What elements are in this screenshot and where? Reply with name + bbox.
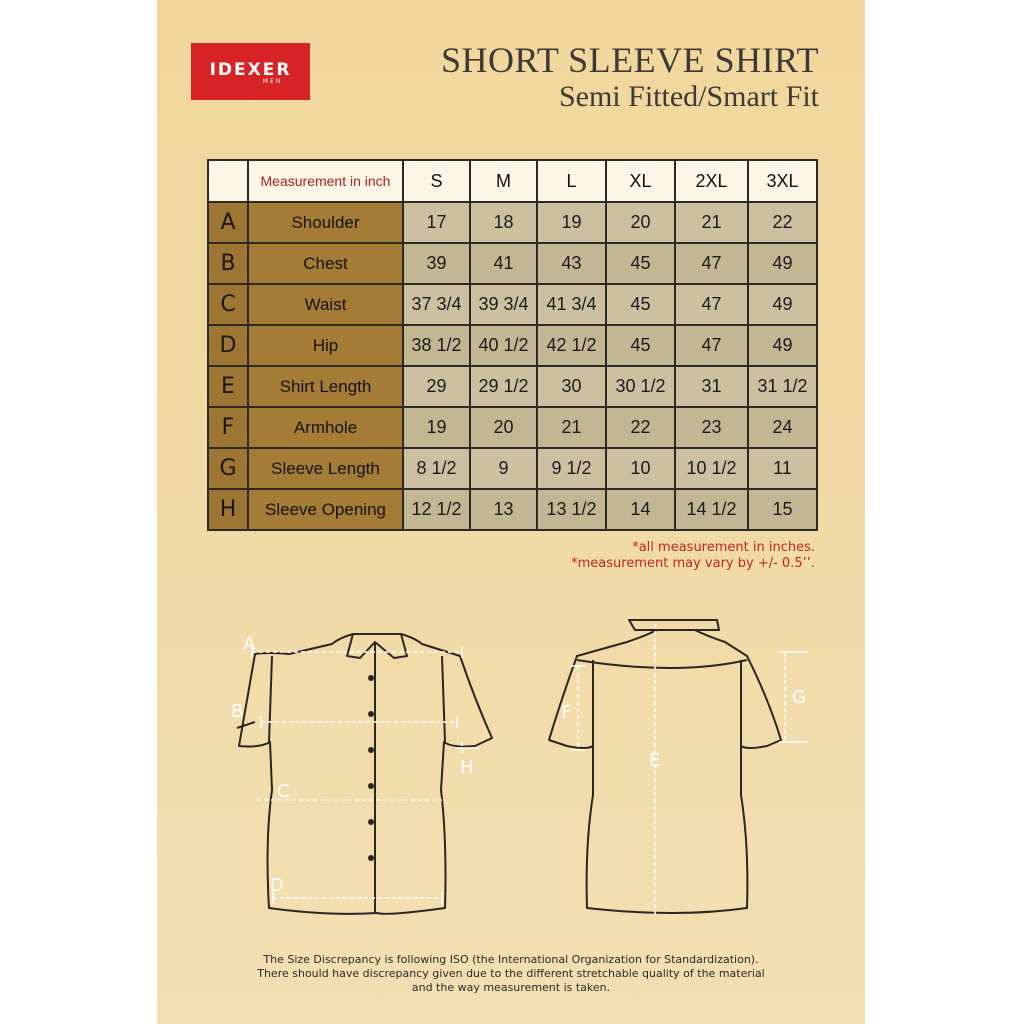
- note-line: *measurement may vary by +/- 0.5’’.: [571, 556, 815, 571]
- size-value: 21: [675, 202, 748, 243]
- row-letter: H: [208, 489, 248, 530]
- size-value: 29: [403, 366, 470, 407]
- label-a: A: [243, 634, 256, 655]
- size-value: 30: [537, 366, 606, 407]
- size-value: 29 1/2: [470, 366, 537, 407]
- size-value: 30 1/2: [606, 366, 675, 407]
- measurement-name: Hip: [248, 325, 403, 366]
- size-value: 47: [675, 284, 748, 325]
- label-e: E: [649, 750, 661, 771]
- table-row: [208, 202, 817, 243]
- table-row: [208, 243, 817, 284]
- size-value: 19: [403, 407, 470, 448]
- footer-line: The Size Discrepancy is following ISO (the International Organization for Standardization).: [263, 953, 759, 966]
- brand-sub: MEN: [262, 78, 283, 85]
- label-h: H: [460, 757, 474, 778]
- row-letter: A: [208, 202, 248, 243]
- size-value: 18: [470, 202, 537, 243]
- measurement-name: Armhole: [248, 407, 403, 448]
- size-value: 43: [537, 243, 606, 284]
- size-value: 21: [537, 407, 606, 448]
- size-value: 12 1/2: [403, 489, 470, 530]
- size-table: [207, 159, 818, 531]
- size-value: 20: [606, 202, 675, 243]
- row-letter: C: [208, 284, 248, 325]
- size-value: 14 1/2: [675, 489, 748, 530]
- size-value: 31: [675, 366, 748, 407]
- size-header: S: [403, 160, 470, 202]
- table-row: [208, 366, 817, 407]
- size-value: 45: [606, 325, 675, 366]
- row-letter: B: [208, 243, 248, 284]
- iso-footer: [157, 953, 865, 995]
- page-title: [441, 40, 819, 114]
- footer-line: and the way measurement is taken.: [411, 981, 611, 994]
- measurement-name: Shoulder: [248, 202, 403, 243]
- table-row: [208, 448, 817, 489]
- measurement-name: Sleeve Length: [248, 448, 403, 489]
- size-value: 39 3/4: [470, 284, 537, 325]
- table-row: [208, 407, 817, 448]
- size-value: 47: [675, 243, 748, 284]
- row-letter: G: [208, 448, 248, 489]
- table-header-row: [208, 160, 817, 202]
- measurement-notes: [571, 540, 815, 572]
- brand-logo: [191, 43, 310, 100]
- size-header: 3XL: [748, 160, 817, 202]
- size-value: 9: [470, 448, 537, 489]
- size-value: 23: [675, 407, 748, 448]
- shirt-diagram: [157, 590, 865, 940]
- size-header: 2XL: [675, 160, 748, 202]
- size-value: 37 3/4: [403, 284, 470, 325]
- row-letter: D: [208, 325, 248, 366]
- size-value: 45: [606, 284, 675, 325]
- size-value: 22: [748, 202, 817, 243]
- size-value: 45: [606, 243, 675, 284]
- size-value: 41 3/4: [537, 284, 606, 325]
- label-c: C: [277, 781, 290, 802]
- back-shirt-outline: [549, 620, 781, 913]
- size-value: 49: [748, 284, 817, 325]
- measurement-name: Shirt Length: [248, 366, 403, 407]
- size-value: 42 1/2: [537, 325, 606, 366]
- brand-name: IDEXER: [209, 60, 292, 80]
- corner-cell: [208, 160, 248, 202]
- front-shirt-buttons: [368, 675, 374, 861]
- row-letter: E: [208, 366, 248, 407]
- table-row: [208, 325, 817, 366]
- size-chart-poster: [157, 0, 865, 1024]
- size-value: 8 1/2: [403, 448, 470, 489]
- size-header: L: [537, 160, 606, 202]
- size-value: 41: [470, 243, 537, 284]
- size-value: 11: [748, 448, 817, 489]
- size-value: 49: [748, 243, 817, 284]
- size-value: 38 1/2: [403, 325, 470, 366]
- size-header: M: [470, 160, 537, 202]
- measurement-header: Measurement in inch: [248, 160, 403, 202]
- size-header: XL: [606, 160, 675, 202]
- measurement-name: Waist: [248, 284, 403, 325]
- size-value: 40 1/2: [470, 325, 537, 366]
- size-value: 13: [470, 489, 537, 530]
- size-value: 39: [403, 243, 470, 284]
- measurement-name: Sleeve Opening: [248, 489, 403, 530]
- size-value: 15: [748, 489, 817, 530]
- size-value: 20: [470, 407, 537, 448]
- size-value: 47: [675, 325, 748, 366]
- label-f: F: [561, 702, 572, 723]
- dimension-ticks: [252, 646, 807, 904]
- size-value: 13 1/2: [537, 489, 606, 530]
- size-value: 24: [748, 407, 817, 448]
- front-shirt-outline: [237, 634, 492, 914]
- size-value: 9 1/2: [537, 448, 606, 489]
- note-line: *all measurement in inches.: [632, 540, 815, 555]
- measurement-name: Chest: [248, 243, 403, 284]
- footer-line: There should have discrepancy given due to the different stretchable quality of the material: [257, 967, 765, 980]
- size-value: 17: [403, 202, 470, 243]
- label-b: B: [231, 701, 244, 722]
- size-value: 10 1/2: [675, 448, 748, 489]
- table-row: [208, 489, 817, 530]
- size-value: 22: [606, 407, 675, 448]
- size-value: 19: [537, 202, 606, 243]
- size-value: 31 1/2: [748, 366, 817, 407]
- title-line-1: SHORT SLEEVE SHIRT: [440, 40, 819, 80]
- table-row: [208, 284, 817, 325]
- dimension-lines: [252, 624, 785, 915]
- title-line-2: Semi Fitted/Smart Fit: [558, 80, 819, 113]
- size-value: 14: [606, 489, 675, 530]
- label-g: G: [792, 687, 806, 708]
- size-value: 49: [748, 325, 817, 366]
- label-d: D: [270, 875, 284, 896]
- row-letter: F: [208, 407, 248, 448]
- size-value: 10: [606, 448, 675, 489]
